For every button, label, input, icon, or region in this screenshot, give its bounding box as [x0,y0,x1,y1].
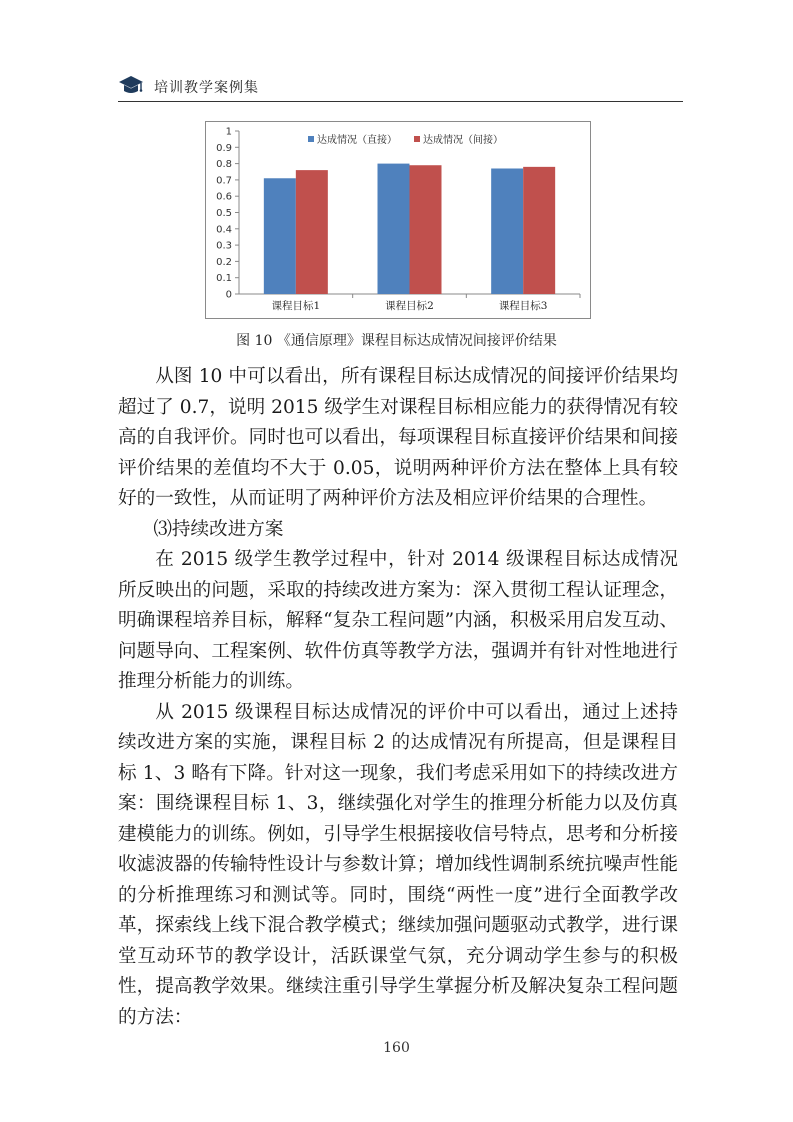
body-text [118,362,678,1033]
y-tick-label: 0.8 [216,159,232,171]
paragraph: 从 2015 级课程目标达成情况的评价中可以看出，通过上述持续改进方案的实施，课程目标 2 的达成情况有所提高，但是课程目标 1、3 略有下降。针对这一现象，我们考虑采用如下的持续改进方案：围绕课程目标 1、3，继续强化对学生的推理分析能力以及仿真建模能力的训练。例如，引导学生根据接收信号特点，思考和分析接收滤波器的传输特性设计与参数计算；增加线性调制系统抗噪声性能的分析推理练习和测试等。同时，围绕“两性一度”进行全面教学改革，探索线上线下混合教学模式；继续加强问题驱动式教学，进行课堂互动环节的教学设计，活跃课堂气氛，充分调动学生参与的积极性，提高教学效果。继续注重引导学生掌握分析及解决复杂工程问题的方法： [118,701,678,1028]
bar-direct [491,168,523,294]
y-tick-label: 0.3 [216,240,232,252]
bar-indirect [523,167,555,294]
legend-swatch [308,136,314,142]
x-tick-label: 课程目标1 [271,300,321,312]
paragraph: 在 2015 级学生教学过程中，针对 2014 级课程目标达成情况所反映出的问题，采取的持续改进方案为：深入贯彻工程认证理念，明确课程培养目标，解释“复杂工程问题”内涵，积极采用启发互动、问题导向、工程案例、软件仿真等教学方法，强调并有针对性地进行推理分析能力的训练。 [118,549,678,692]
x-tick-label: 课程目标2 [385,300,434,312]
x-tick-label: 课程目标3 [498,300,548,312]
y-tick-label: 0.4 [216,224,232,236]
y-tick-label: 0.6 [216,191,232,203]
y-tick-label: 0.2 [216,256,232,268]
bar-chart [205,121,591,319]
running-header [118,72,678,102]
bar-direct [378,164,410,294]
y-tick-label: 0.7 [216,175,232,187]
figure-caption: 图 10 《通信原理》课程目标达成情况间接评价结果 [236,333,557,349]
graduation-cap-icon [118,74,144,96]
y-tick-label: 0.9 [216,142,232,154]
chart-canvas [206,122,590,318]
legend-swatch [414,136,420,142]
bar-indirect [296,170,328,294]
legend-label: 达成情况（直接） [317,135,397,146]
y-tick-label: 0.1 [216,273,232,285]
y-tick-label: 0 [225,289,232,301]
page-number: 160 [383,1040,410,1056]
y-tick-label: 1 [225,126,232,138]
bar-direct [264,178,296,294]
header-divider [118,101,683,102]
legend-label: 达成情况（间接） [423,135,503,146]
paragraph: 从图 10 中可以看出，所有课程目标达成情况的间接评价结果均超过了 0.7，说明 2015 级学生对课程目标相应能力的获得情况有较高的自我评价。同时也可以看出，每项课程目标直接评价结果和间接评价结果的差值均不大于 0.05，说明两种评价方法在整体上具有较好的一致性，从而证明了两种评价方法及相应评价结果的合理性。 [118,366,678,509]
y-tick-label: 0.5 [216,208,232,219]
header-title: 培训教学案例集 [154,80,259,96]
bar-indirect [410,165,442,294]
section-heading: ⑶持续改进方案 [153,518,284,540]
